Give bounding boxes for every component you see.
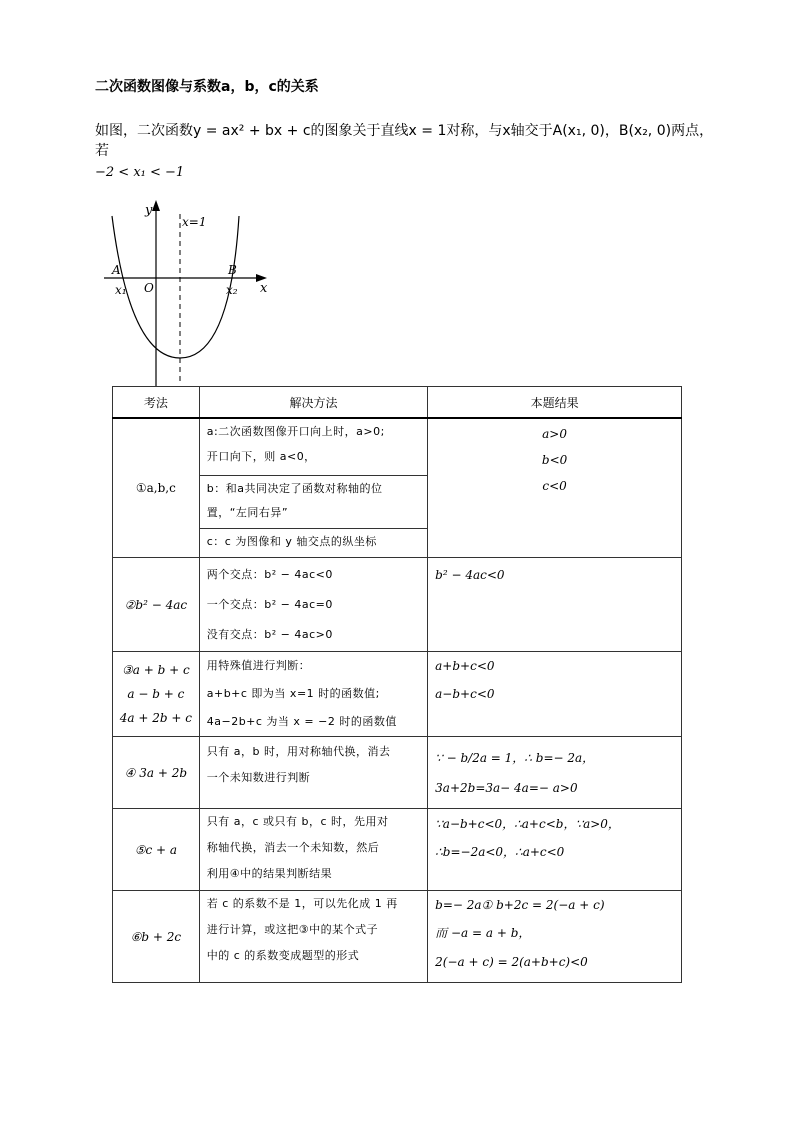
row-result: b=− 2a① b+2c = 2(−a + c) 而 −a = a + b， 2(−a + c) = 2(a+b+c)<0 — [428, 891, 682, 983]
header-method-type: 考法 — [113, 387, 200, 419]
row-result: b² − 4ac<0 — [428, 558, 682, 652]
row-method: 只有 a，c 或只有 b，c 时，先用对 称轴代换，消去一个未知数，然后 利用④中的结果判断结果 — [199, 809, 427, 891]
row-method: 两个交点：b² − 4ac<0 一个交点：b² − 4ac=0 没有交点：b² − 4ac>0 — [199, 558, 427, 652]
origin-label: O — [144, 281, 154, 295]
row-label: ⑥b + 2c — [113, 891, 200, 983]
header-solution: 解决方法 — [199, 387, 427, 419]
table-row — [113, 652, 682, 737]
method-a-block: a:二次函数图像开口向上时，a>0; 开口向下，则 a<0， — [200, 419, 427, 476]
problem-condition: −2 < x₁ < −1 — [95, 165, 185, 180]
row-label: ③a + b + c a − b + c 4a + 2b + c — [113, 652, 200, 737]
problem-intro: 如图，二次函数y = ax² + bx + c的图象关于直线x = 1对称，与x轴交于A(x₁, 0)，B(x₂, 0)两点，若 — [95, 123, 714, 159]
symmetry-line-label: x=1 — [182, 215, 207, 229]
x-axis-label: x — [260, 281, 268, 296]
row-method: 用特殊值进行判断： a+b+c 即为当 x=1 时的函数值; 4a−2b+c 为当 x = −2 时的函数值 — [199, 652, 427, 737]
table-row — [113, 809, 682, 891]
point-a-label: A — [112, 263, 121, 277]
row-label: ⑤c + a — [113, 809, 200, 891]
table-row — [113, 418, 682, 558]
table-row — [113, 891, 682, 983]
parabola-curve — [112, 216, 239, 358]
row-result: ∵ − b/2a = 1，∴ b=− 2a， 3a+2b=3a− 4a=− a>0 — [428, 737, 682, 809]
x1-label: x₁ — [115, 283, 127, 297]
page-title: 二次函数图像与系数a，b，c的关系 — [95, 79, 319, 95]
method-c-block: c：c 为图像和 y 轴交点的纵坐标 — [206, 535, 377, 548]
row-label: ②b² − 4ac — [113, 558, 200, 652]
row-result — [428, 418, 682, 558]
header-result: 本题结果 — [428, 387, 682, 419]
row-result: ∵a−b+c<0，∴a+c<b，∵a>0， ∴b=−2a<0，∴a+c<0 — [428, 809, 682, 891]
table-header-row — [113, 387, 682, 419]
table-row — [113, 558, 682, 652]
row-label: ④ 3a + 2b — [113, 737, 200, 809]
summary-table — [112, 386, 682, 983]
row-method — [199, 418, 427, 558]
point-b-label: B — [228, 263, 237, 277]
row-method: 若 c 的系数不是 1，可以先化成 1 再 进行计算，或这把③中的某个式子 中的 c 的系数变成题型的形式 — [199, 891, 427, 983]
result-block: a>0 b<0 c<0 — [541, 427, 568, 493]
y-axis-label: y — [145, 203, 153, 218]
method-b-block: b：和a共同决定了函数对称轴的位 置，“左同右异” — [200, 476, 427, 529]
x2-label: x₂ — [226, 283, 238, 297]
parabola-graph — [104, 196, 279, 386]
row-result: a+b+c<0 a−b+c<0 — [428, 652, 682, 737]
row-method: 只有 a，b 时，用对称轴代换，消去 一个未知数进行判断 — [199, 737, 427, 809]
table-row — [113, 737, 682, 809]
row-label: ①a,b,c — [113, 418, 200, 558]
y-axis-arrow — [152, 200, 160, 211]
